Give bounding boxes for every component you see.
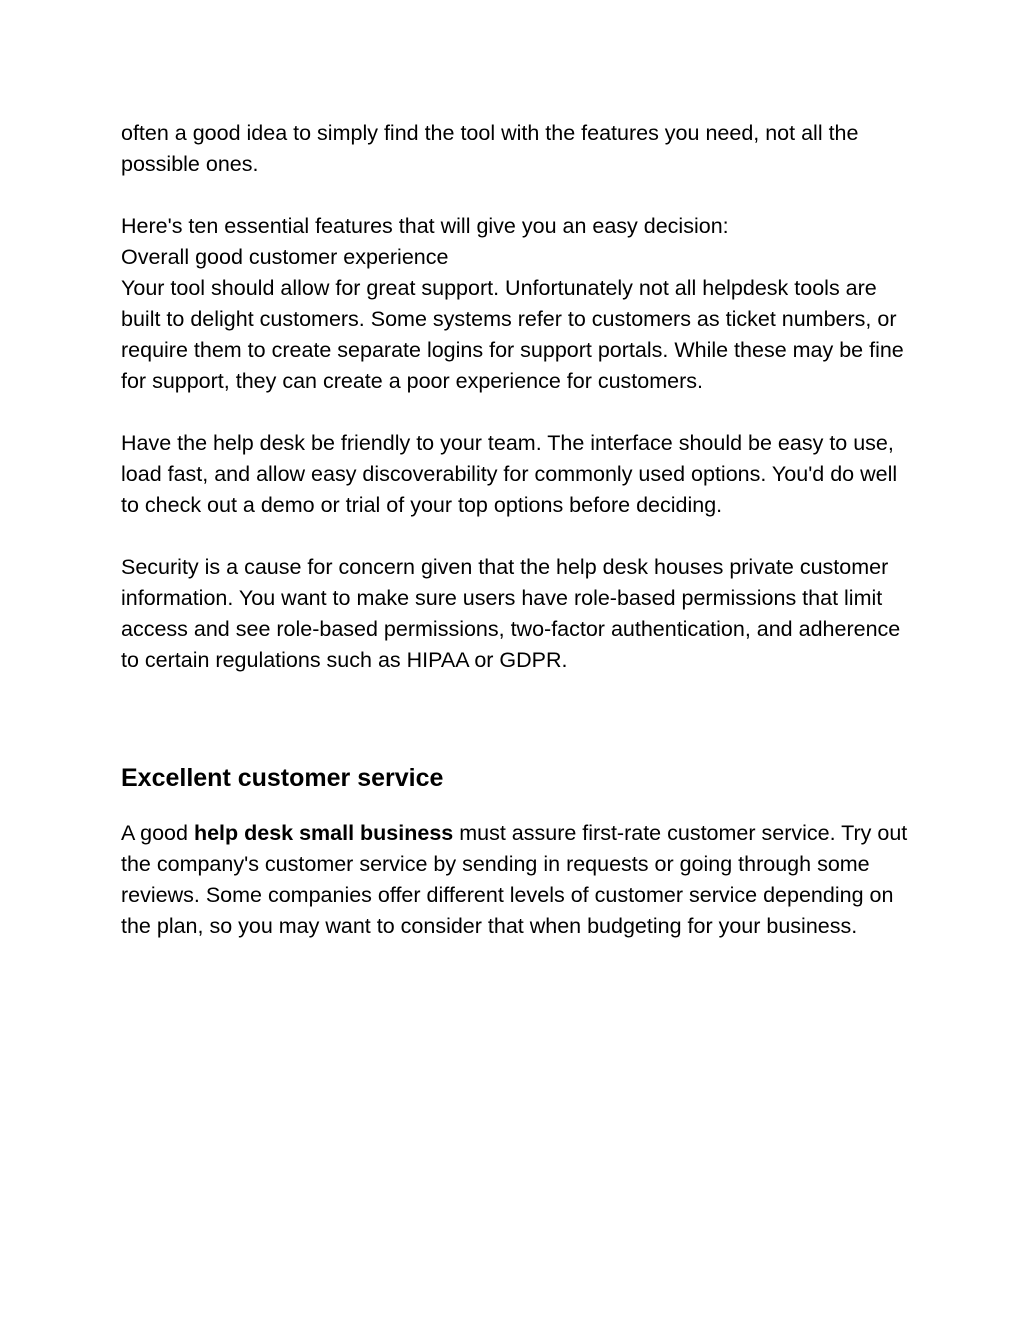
paragraph-team: Have the help desk be friendly to your team. The interface should be easy to use, load fast, and allow easy discoverability for commonly used options. You'd do well to check out a demo or trial of your top options before deciding. <box>121 431 898 517</box>
paragraph-feature-title: Overall good customer experience <box>121 245 449 269</box>
paragraph-support: Your tool should allow for great support. Unfortunately not all helpdesk tools are built to delight customers. Some systems refer to customers as ticket numbers, or require them to create separate logins for support portals. While these may be fine for support, they can create a poor experience for customers. <box>121 276 904 393</box>
paragraph-rest-text: must assure first-rate customer service. Try out the company's customer service by sending in requests or going through some reviews. Some companies offer different levels of customer service depending on the plan, so you may want to consider that when budgeting for your business. <box>121 821 908 938</box>
spacer <box>121 180 921 211</box>
section-heading: Excellent customer service <box>121 764 444 792</box>
paragraph-intro-text: A good <box>121 821 194 845</box>
paragraph-intro: often a good idea to simply find the tool with the features you need, not all the possible ones. <box>121 121 859 176</box>
bold-term: help desk small business <box>193 821 454 845</box>
document-page <box>121 118 921 942</box>
paragraph-security: Security is a cause for concern given that the help desk houses private customer information. You want to make sure users have role-based permissions that limit access and see role-based permissions, two-factor authentication, and adherence to certain regulations such as HIPAA or GDPR. <box>121 555 901 672</box>
paragraph-features-lead: Here's ten essential features that will give you an easy decision: <box>121 214 729 238</box>
paragraph-customer-service <box>121 818 921 942</box>
spacer <box>121 397 921 428</box>
spacer <box>121 676 921 738</box>
spacer <box>121 521 921 552</box>
